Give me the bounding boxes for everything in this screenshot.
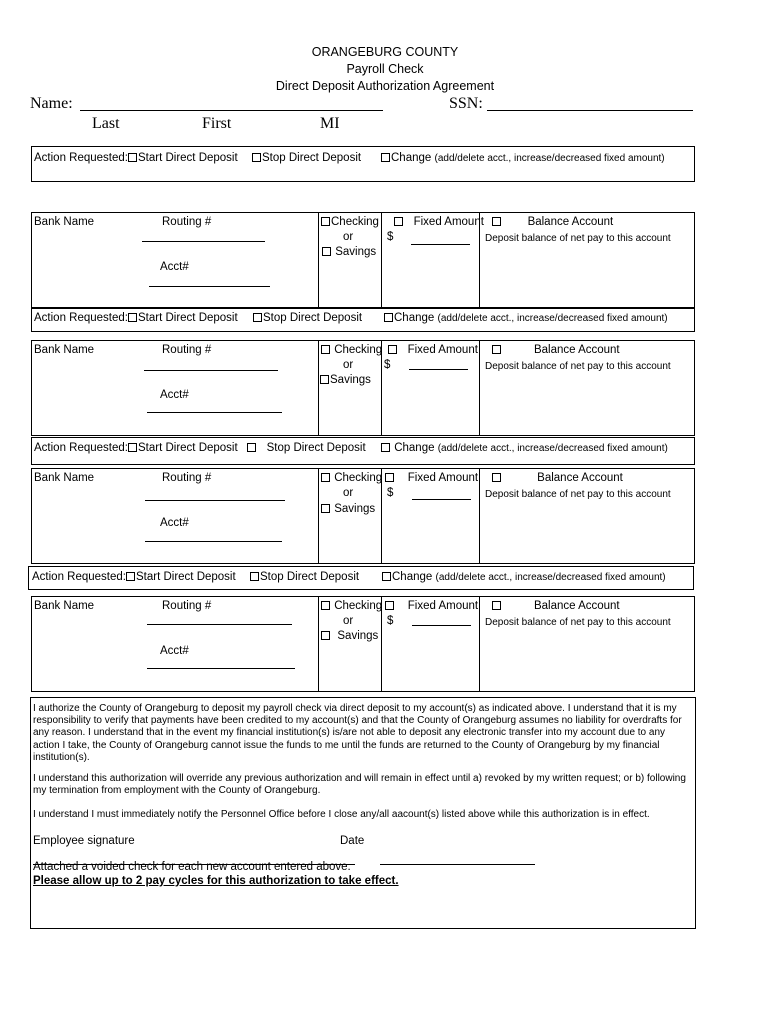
routing-field[interactable]: [142, 241, 265, 242]
employee-signature-label: Employee signature: [33, 835, 135, 847]
checking-label: Checking: [334, 344, 383, 356]
action-row-4: [32, 571, 236, 583]
savings-option: [320, 374, 371, 386]
ssn-label: SSN:: [449, 95, 483, 112]
ssn-field[interactable]: [487, 110, 693, 111]
change-option-2: [384, 312, 668, 324]
fixed-amount-checkbox[interactable]: [394, 217, 403, 226]
change-option-1: [381, 152, 665, 164]
checking-label: Checking: [334, 472, 383, 484]
authorization-paragraph-1: I authorize the County of Orangeburg to deposit my payroll check via direct deposit to my account(s) as indicated above. I understand that it is my responsibility to verify that payments have been credited to my account(s) and that the County of Orangeburg assumes no liability for overdrafts for any reason. I understand that in the event my financial institution(s) is/are not able to deposit any electronic transfer into my account due to any action I take, the County of Orangeburg cannot issue the funds to me until the funds are returned to the County of Orangeburg by my financial institution(s).: [33, 703, 682, 763]
stop-option-3: [247, 442, 366, 454]
change-checkbox[interactable]: [381, 153, 390, 162]
fixed-amount-option: [388, 344, 478, 356]
routing-label: Routing #: [162, 344, 212, 356]
action-label: Action Requested:: [34, 442, 128, 454]
stop-checkbox[interactable]: [253, 313, 262, 322]
action-row-1: [34, 152, 238, 164]
or-label: or: [343, 615, 354, 627]
form-subtitle: Payroll Check: [346, 62, 424, 76]
balance-account-option: [492, 216, 613, 228]
balance-account-option: [492, 472, 623, 484]
checking-label: Checking: [331, 216, 379, 228]
bank-name-label: Bank Name: [34, 216, 95, 228]
fixed-amount-option: [394, 216, 484, 228]
balance-account-option: [492, 344, 620, 356]
divider: [318, 596, 319, 692]
routing-field[interactable]: [145, 500, 285, 501]
balance-account-label: Balance Account: [537, 472, 623, 484]
change-note: (add/delete acct., increase/decreased fixed amount): [434, 153, 665, 164]
change-checkbox[interactable]: [382, 572, 391, 581]
start-checkbox[interactable]: [128, 153, 137, 162]
checking-checkbox[interactable]: [321, 217, 330, 226]
start-direct-deposit-label: Start Direct Deposit: [137, 152, 238, 164]
dollar-sign: $: [387, 231, 394, 243]
action-label: Action Requested:: [34, 312, 128, 324]
change-note: (add/delete acct., increase/decreased fixed amount): [435, 572, 666, 583]
divider: [479, 596, 480, 692]
start-direct-deposit-label: Start Direct Deposit: [137, 312, 238, 324]
authorization-paragraph-3: I understand I must immediately notify the Personnel Office before I close any/all aacount(s) listed above while this authorization is in effect.: [33, 809, 650, 820]
savings-label: Savings: [334, 503, 376, 515]
fixed-amount-checkbox[interactable]: [388, 345, 397, 354]
acct-field[interactable]: [149, 286, 270, 287]
balance-account-label: Balance Account: [533, 600, 620, 612]
action-row-2: [34, 312, 238, 324]
fixed-amount-checkbox[interactable]: [385, 473, 394, 482]
bank-name-label: Bank Name: [34, 472, 95, 484]
divider: [318, 340, 319, 436]
change-label: Change: [391, 152, 432, 164]
change-option-4: [382, 571, 666, 583]
start-checkbox[interactable]: [126, 572, 135, 581]
checking-option: [321, 600, 382, 612]
checking-option: [321, 216, 379, 228]
stop-checkbox[interactable]: [250, 572, 259, 581]
savings-checkbox[interactable]: [320, 375, 329, 384]
routing-label: Routing #: [162, 600, 212, 612]
change-note: (add/delete acct., increase/decreased fixed amount): [437, 443, 668, 454]
savings-checkbox[interactable]: [321, 504, 330, 513]
acct-label: Acct#: [160, 645, 189, 657]
fixed-amount-field[interactable]: [409, 369, 468, 370]
last-name-caption: Last: [92, 115, 120, 132]
fixed-amount-field[interactable]: [412, 499, 471, 500]
balance-account-label: Balance Account: [533, 344, 620, 356]
savings-option: [321, 630, 378, 642]
balance-account-checkbox[interactable]: [492, 473, 501, 482]
stop-direct-deposit-label: Stop Direct Deposit: [266, 442, 366, 454]
divider: [318, 468, 319, 564]
acct-label: Acct#: [160, 389, 189, 401]
change-checkbox[interactable]: [381, 443, 390, 452]
routing-field[interactable]: [144, 370, 278, 371]
pay-cycles-note: Please allow up to 2 pay cycles for this authorization to take effect.: [33, 875, 399, 887]
acct-field[interactable]: [147, 412, 282, 413]
fixed-amount-label: Fixed Amount: [407, 600, 479, 612]
routing-field[interactable]: [147, 624, 292, 625]
savings-option: [321, 503, 375, 515]
divider: [381, 212, 382, 308]
start-checkbox[interactable]: [128, 443, 137, 452]
checking-option: [321, 472, 382, 484]
acct-field[interactable]: [145, 541, 282, 542]
dollar-sign: $: [387, 615, 394, 627]
fixed-amount-label: Fixed Amount: [407, 344, 478, 356]
date-label: Date: [340, 835, 365, 847]
start-direct-deposit-label: Start Direct Deposit: [135, 571, 236, 583]
fixed-amount-label: Fixed Amount: [413, 216, 484, 228]
start-direct-deposit-label: Start Direct Deposit: [137, 442, 238, 454]
fixed-amount-field[interactable]: [412, 625, 471, 626]
stop-option-1: [252, 152, 361, 164]
acct-label: Acct#: [160, 517, 189, 529]
balance-note: Deposit balance of net pay to this account: [485, 233, 671, 244]
savings-label: Savings: [330, 374, 371, 386]
savings-option: [322, 246, 376, 258]
change-label: Change: [394, 312, 435, 324]
change-option-3: [381, 442, 668, 454]
first-name-caption: First: [202, 115, 232, 132]
name-field[interactable]: [80, 110, 383, 111]
fixed-amount-field[interactable]: [411, 244, 470, 245]
action-label: Action Requested:: [34, 152, 128, 164]
checking-option: [321, 344, 382, 356]
savings-label: Savings: [335, 246, 377, 258]
action-label: Action Requested:: [32, 571, 126, 583]
divider: [479, 468, 480, 564]
checking-label: Checking: [334, 600, 383, 612]
fixed-amount-label: Fixed Amount: [407, 472, 479, 484]
fixed-amount-checkbox[interactable]: [385, 601, 394, 610]
checking-checkbox[interactable]: [321, 601, 330, 610]
fixed-amount-option: [385, 472, 478, 484]
stop-option-2: [253, 312, 362, 324]
stop-direct-deposit-label: Stop Direct Deposit: [262, 152, 362, 164]
divider: [318, 212, 319, 308]
form-org-title: ORANGEBURG COUNTY: [311, 45, 459, 59]
balance-note: Deposit balance of net pay to this account: [485, 489, 671, 500]
date-field[interactable]: [380, 864, 535, 865]
fixed-amount-option: [385, 600, 478, 612]
stop-direct-deposit-label: Stop Direct Deposit: [263, 312, 363, 324]
or-label: or: [343, 359, 354, 371]
change-note: (add/delete acct., increase/decreased fixed amount): [437, 313, 668, 324]
balance-account-checkbox[interactable]: [492, 345, 501, 354]
authorization-paragraph-2: I understand this authorization will override any previous authorization and will remain in effect until a) revoked by my written request; or b) following my termination from employment with the County of Orangeburg.: [33, 773, 686, 797]
change-checkbox[interactable]: [384, 313, 393, 322]
routing-label: Routing #: [162, 472, 212, 484]
bank-name-label: Bank Name: [34, 600, 95, 612]
change-label: Change: [392, 571, 433, 583]
or-label: or: [343, 487, 354, 499]
acct-field[interactable]: [147, 668, 295, 669]
savings-checkbox[interactable]: [321, 631, 330, 640]
acct-label: Acct#: [160, 261, 189, 273]
balance-account-checkbox[interactable]: [492, 601, 501, 610]
balance-account-label: Balance Account: [527, 216, 614, 228]
change-label: Change: [394, 442, 435, 454]
divider: [479, 340, 480, 436]
start-checkbox[interactable]: [128, 313, 137, 322]
name-label: Name:: [30, 95, 73, 112]
savings-checkbox[interactable]: [322, 247, 331, 256]
savings-label: Savings: [337, 630, 379, 642]
balance-account-option: [492, 600, 620, 612]
balance-note: Deposit balance of net pay to this account: [485, 617, 671, 628]
middle-initial-caption: MI: [320, 115, 340, 132]
stop-direct-deposit-label: Stop Direct Deposit: [260, 571, 360, 583]
routing-label: Routing #: [162, 216, 212, 228]
dollar-sign: $: [384, 359, 391, 371]
balance-account-checkbox[interactable]: [492, 217, 501, 226]
voided-check-note: Attached a voided check for each new account entered above.: [33, 861, 351, 873]
stop-option-4: [250, 571, 359, 583]
dollar-sign: $: [387, 487, 394, 499]
or-label: or: [343, 231, 354, 243]
bank-name-label: Bank Name: [34, 344, 95, 356]
checking-checkbox[interactable]: [321, 345, 330, 354]
stop-checkbox[interactable]: [247, 443, 256, 452]
action-row-3: [34, 442, 238, 454]
stop-checkbox[interactable]: [252, 153, 261, 162]
form-title: Direct Deposit Authorization Agreement: [275, 79, 495, 93]
checking-checkbox[interactable]: [321, 473, 330, 482]
balance-note: Deposit balance of net pay to this account: [485, 361, 671, 372]
